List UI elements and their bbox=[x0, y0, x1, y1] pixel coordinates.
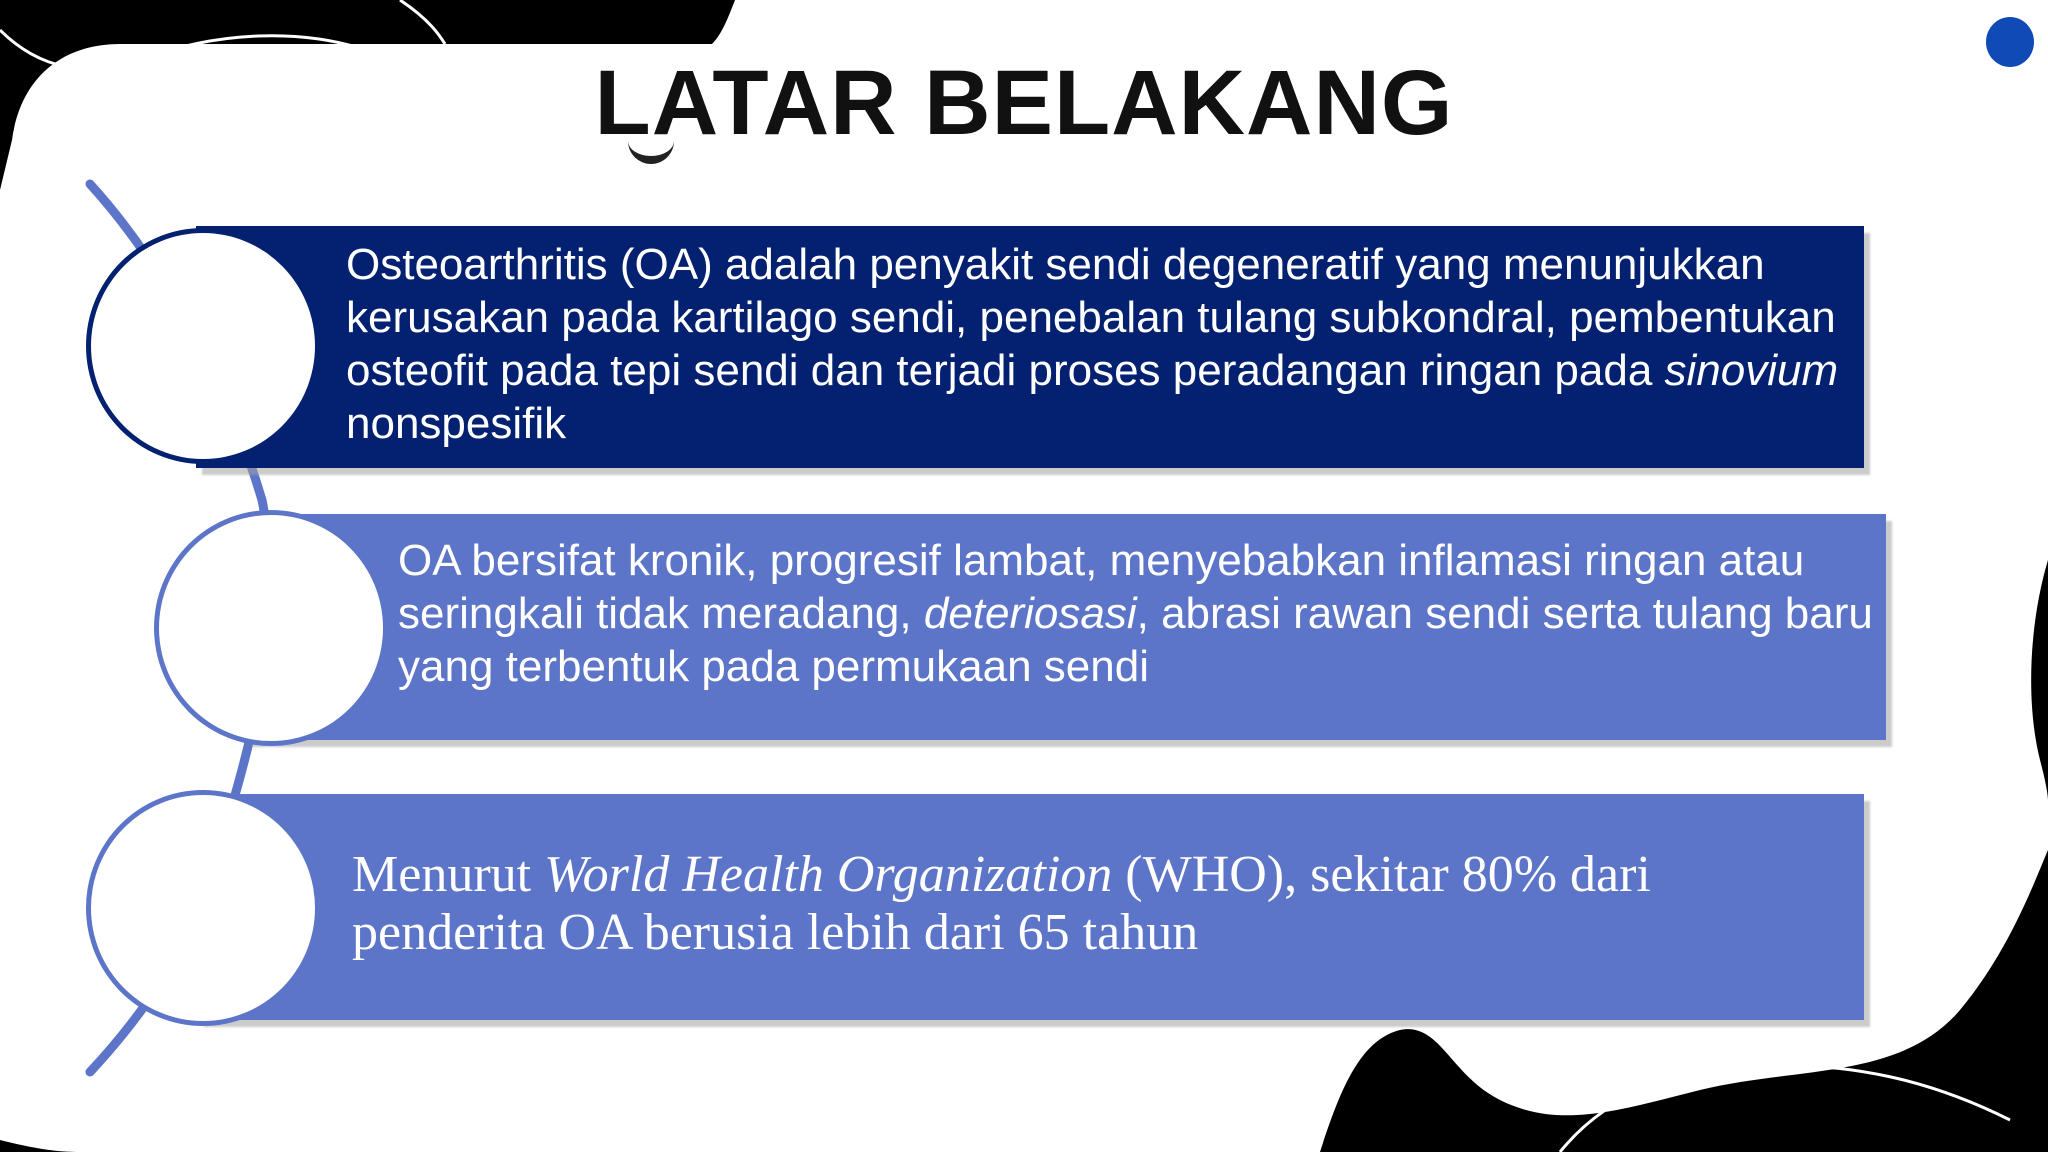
text-segment: Menurut bbox=[352, 846, 545, 903]
content-box-1 bbox=[196, 226, 1864, 468]
text-segment: nonspesifik bbox=[346, 399, 567, 448]
bullet-circle-1 bbox=[86, 228, 320, 464]
text-segment: deteriosasi bbox=[923, 589, 1137, 638]
bullet-circle-3 bbox=[86, 790, 320, 1026]
text-segment: , abrasi rawan sendi serta tulang baru yang terbentuk pada permukaan sendi bbox=[398, 589, 1873, 691]
text-segment: sinovium bbox=[1664, 346, 1839, 395]
bullet-circle-2 bbox=[154, 510, 388, 746]
content-box-2 bbox=[246, 514, 1886, 740]
content-text-1 bbox=[346, 238, 1846, 450]
text-segment: OA bersifat kronik, progresif lambat, menyebabkan inflamasi ringan atau seringkali tidak meradang, bbox=[398, 536, 1805, 638]
text-segment: Osteoarthritis (OA) adalah penyakit sendi degeneratif yang menunjukkan kerusakan pada kartilago sendi, penebalan tulang subkondral, pembentukan osteofit pada tepi sendi dan terjadi proses peradangan ringan pada bbox=[346, 240, 1836, 395]
text-segment: (WHO), sekitar 80% dari penderita OA berusia lebih dari 65 tahun bbox=[352, 846, 1651, 961]
content-box-3 bbox=[198, 794, 1864, 1020]
content-text-3 bbox=[352, 846, 1832, 962]
text-segment: World Health Organization bbox=[544, 846, 1113, 903]
filled-circle-icon bbox=[1986, 17, 2034, 67]
slide-title: LATAR BELAKANG bbox=[594, 52, 1454, 154]
content-text-2 bbox=[398, 534, 1878, 693]
